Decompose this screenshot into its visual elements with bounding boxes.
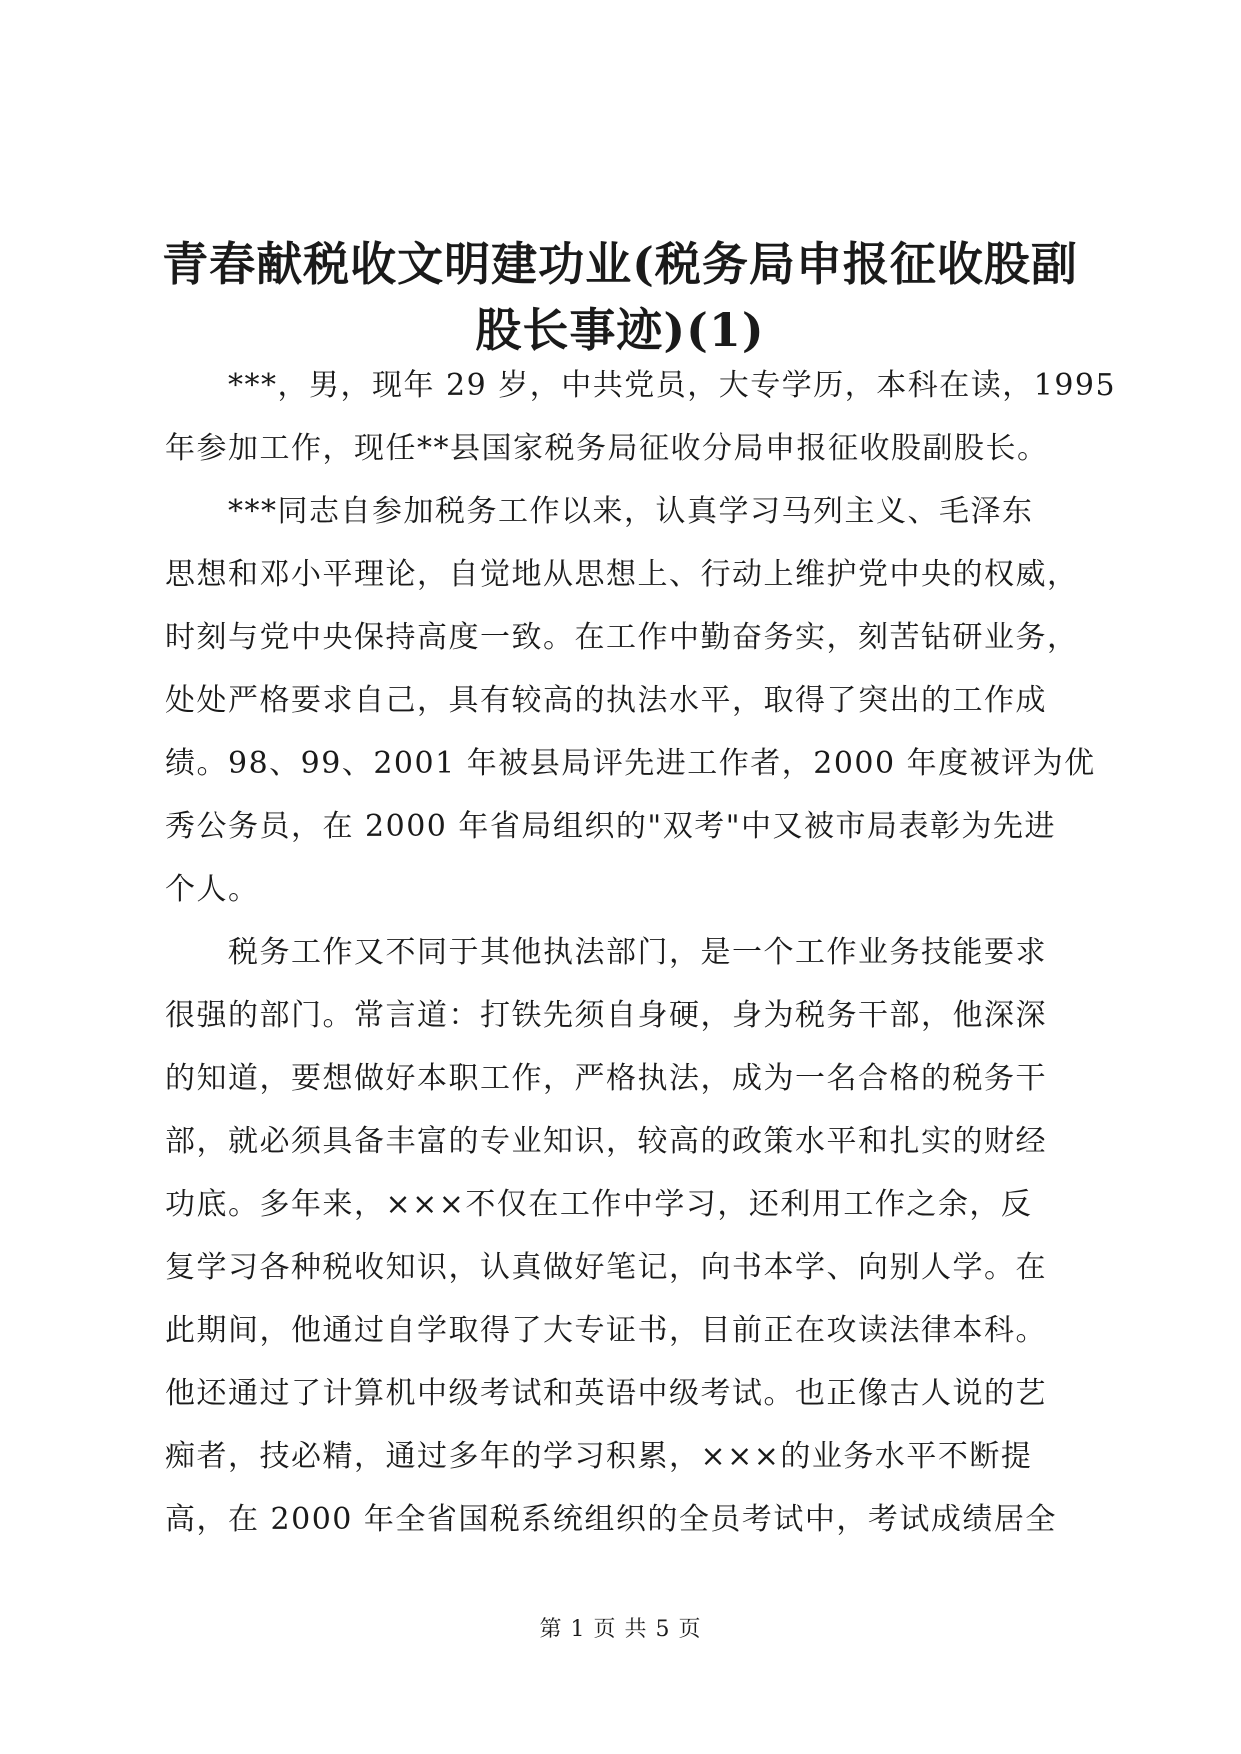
document-title xyxy=(150,231,1090,363)
text-line: 功底。多年来，×××不仅在工作中学习，还利用工作之余，反 xyxy=(165,1187,1033,1222)
text-line: 处处严格要求自己，具有较高的执法水平，取得了突出的工作成 xyxy=(165,683,1047,718)
text-line: 复学习各种税收知识，认真做好笔记，向书本学、向别人学。在 xyxy=(165,1250,1047,1285)
text-line: 个人。 xyxy=(165,872,260,907)
title-line: 股长事迹)(1) xyxy=(475,302,765,357)
paragraph-2 xyxy=(165,480,1096,921)
text-line: 思想和邓小平理论，自觉地从思想上、行动上维护党中央的权威， xyxy=(165,557,1079,592)
text-line: 很强的部门。常言道：打铁先须自身硬，身为税务干部，他深深 xyxy=(165,998,1047,1033)
text-line: 高，在 2000 年全省国税系统组织的全员考试中，考试成绩居全 xyxy=(165,1502,1057,1537)
document-body xyxy=(165,354,1117,1551)
text-line: 时刻与党中央保持高度一致。在工作中勤奋务实，刻苦钻研业务， xyxy=(165,620,1079,655)
paragraph-3 xyxy=(165,921,1077,1551)
paragraph-1 xyxy=(165,354,1117,480)
text-line: 的知道，要想做好本职工作，严格执法，成为一名合格的税务干 xyxy=(165,1061,1047,1096)
text-line: ***同志自参加税务工作以来，认真学习马列主义、毛泽东 xyxy=(165,494,1034,529)
text-line: 他还通过了计算机中级考试和英语中级考试。也正像古人说的艺 xyxy=(165,1376,1047,1411)
text-line: 税务工作又不同于其他执法部门，是一个工作业务技能要求 xyxy=(165,935,1047,970)
text-line: 秀公务员，在 2000 年省局组织的"双考"中又被市局表彰为先进 xyxy=(165,809,1057,844)
text-line: 此期间，他通过自学取得了大专证书，目前正在攻读法律本科。 xyxy=(165,1313,1047,1348)
text-line: 绩。98、99、2001 年被县局评先进工作者，2000 年度被评为优 xyxy=(165,746,1096,781)
title-line: 青春献税收文明建功业(税务局申报征收股副 xyxy=(162,236,1078,291)
text-line: ***，男，现年 29 岁，中共党员，大专学历，本科在读，1995 xyxy=(165,368,1117,403)
text-line: 痴者，技必精，通过多年的学习积累，×××的业务水平不断提 xyxy=(165,1439,1033,1474)
text-line: 部，就必须具备丰富的专业知识，较高的政策水平和扎实的财经 xyxy=(165,1124,1047,1159)
page-footer: 第 1 页 共 5 页 xyxy=(539,1617,702,1642)
text-line: 年参加工作，现任**县国家税务局征收分局申报征收股副股长。 xyxy=(165,431,1049,466)
